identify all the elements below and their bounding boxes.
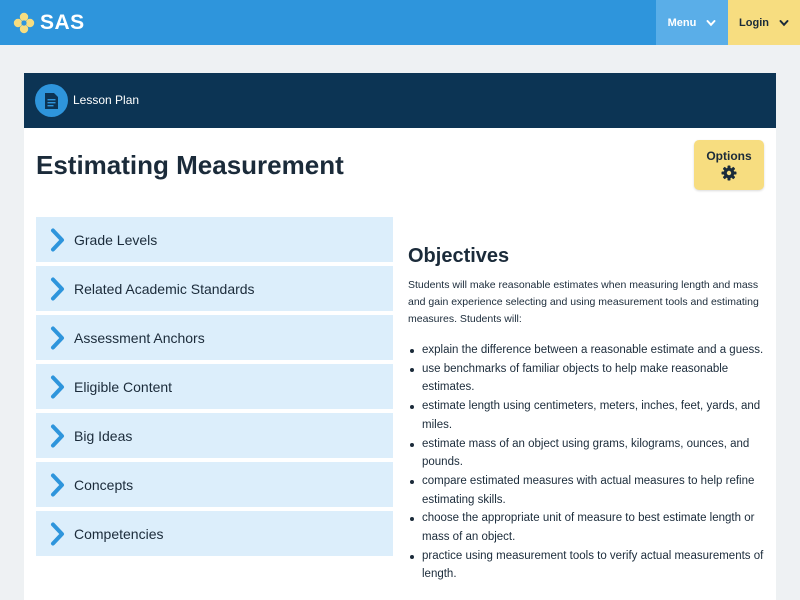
chevron-right-icon bbox=[50, 375, 66, 399]
lesson-plan-badge bbox=[35, 84, 68, 117]
menu-button[interactable] bbox=[656, 0, 728, 45]
accordion-label: Related Academic Standards bbox=[74, 280, 255, 297]
accordion-label: Concepts bbox=[74, 476, 134, 493]
objective-item: practice using measurement tools to verify actual measurements of length. bbox=[408, 547, 764, 584]
accordion-eligible-content[interactable] bbox=[36, 364, 393, 409]
accordion-label: Grade Levels bbox=[74, 231, 158, 248]
objectives-heading: Objectives bbox=[408, 245, 510, 267]
chevron-right-icon bbox=[50, 473, 66, 497]
accordion-assessment-anchors[interactable] bbox=[36, 315, 393, 360]
objectives-section bbox=[408, 245, 764, 584]
objective-item: explain the difference between a reasonable estimate and a guess. bbox=[408, 341, 764, 360]
sas-logo[interactable] bbox=[12, 9, 85, 37]
chevron-right-icon bbox=[50, 522, 66, 546]
logo-text: SAS bbox=[40, 11, 85, 34]
lesson-header-bar bbox=[24, 73, 776, 128]
accordion-grade-levels[interactable] bbox=[36, 217, 393, 262]
options-label: Options bbox=[706, 149, 752, 163]
objectives-list bbox=[408, 341, 764, 584]
accordion-label: Eligible Content bbox=[74, 378, 173, 395]
lesson-type-label: Lesson Plan bbox=[73, 93, 140, 107]
menu-label: Menu bbox=[667, 16, 697, 29]
objective-item: estimate length using centimeters, meters, inches, feet, yards, and miles. bbox=[408, 397, 764, 434]
accordion-big-ideas[interactable] bbox=[36, 413, 393, 458]
login-button[interactable] bbox=[728, 0, 800, 45]
objective-item: estimate mass of an object using grams, kilograms, ounces, and pounds. bbox=[408, 435, 764, 472]
top-navigation-bar bbox=[0, 0, 800, 45]
chevron-right-icon bbox=[50, 326, 66, 350]
chevron-down-icon bbox=[706, 18, 716, 28]
gear-icon bbox=[721, 165, 737, 181]
accordion-label: Competencies bbox=[74, 525, 164, 542]
options-button[interactable] bbox=[694, 140, 764, 190]
objective-item: use benchmarks of familiar objects to help make reasonable estimates. bbox=[408, 360, 764, 397]
objectives-intro: Students will make reasonable estimates when measuring length and mass and gain experience selecting and using measurement tools and estimating measures. Students will: bbox=[408, 279, 759, 325]
document-icon bbox=[44, 92, 59, 110]
chevron-right-icon bbox=[50, 424, 66, 448]
lesson-card bbox=[24, 73, 776, 600]
chevron-right-icon bbox=[50, 228, 66, 252]
chevron-right-icon bbox=[50, 277, 66, 301]
accordion-label: Assessment Anchors bbox=[74, 329, 205, 346]
login-label: Login bbox=[739, 16, 769, 29]
objective-item: compare estimated measures with actual measures to help refine estimating skills. bbox=[408, 472, 764, 509]
accordion-related-academic-standards[interactable] bbox=[36, 266, 393, 311]
standards-accordion bbox=[36, 217, 393, 560]
accordion-concepts[interactable] bbox=[36, 462, 393, 507]
chevron-down-icon bbox=[779, 18, 789, 28]
flower-icon bbox=[12, 11, 36, 35]
objective-item: choose the appropriate unit of measure to best estimate length or mass of an object. bbox=[408, 509, 764, 546]
page-title: Estimating Measurement bbox=[36, 150, 344, 180]
accordion-label: Big Ideas bbox=[74, 427, 133, 444]
accordion-competencies[interactable] bbox=[36, 511, 393, 556]
